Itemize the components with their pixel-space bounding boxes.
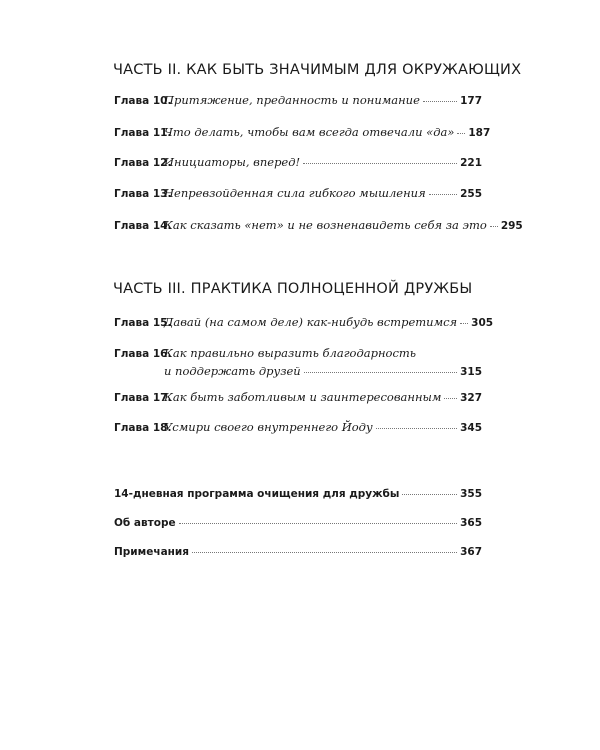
chapter-title: Усмири своего внутреннего Йоду [164, 420, 373, 434]
chapter-label: Глава 11. [114, 127, 172, 139]
chapter-title: Инициаторы, вперед! [164, 155, 301, 169]
section-title: Об авторе [114, 517, 176, 529]
toc-entry-chapter-17[interactable] [114, 390, 482, 406]
chapter-title: Как правильно выразить благодарность [164, 346, 417, 360]
chapter-title: Как быть заботливым и заинтересованным [164, 390, 442, 404]
dot-leader [457, 133, 465, 134]
page-number: 305 [471, 317, 494, 329]
chapter-label: Глава 12. [114, 157, 172, 169]
chapter-title-continued: и поддержать друзей [164, 364, 301, 378]
chapter-title: Что делать, чтобы вам всегда отвечали «да» [164, 125, 455, 139]
chapter-title: Как сказать «нет» и не возненавидеть себя за это [164, 218, 487, 232]
toc-entry-chapter-15[interactable] [114, 315, 494, 331]
dot-leader [460, 323, 468, 324]
page-number: 345 [460, 422, 482, 434]
section-title: 14-дневная программа очищения для дружбы [114, 488, 400, 500]
page-number: 187 [468, 127, 491, 139]
page-number: 355 [460, 488, 482, 500]
toc-entry-cleanse-program[interactable] [114, 487, 482, 502]
page-number: 177 [460, 95, 482, 107]
toc-entry-chapter-16[interactable] [114, 346, 482, 380]
chapter-title: Давай (на самом деле) как-нибудь встретимся [164, 315, 458, 329]
toc-entry-notes[interactable] [114, 545, 482, 560]
part-2-title: ЧАСТЬ II. КАК БЫТЬ ЗНАЧИМЫМ ДЛЯ ОКРУЖАЮЩИХ [113, 62, 522, 78]
chapter-label: Глава 18. [114, 422, 172, 434]
toc-entry-chapter-11[interactable] [114, 125, 491, 141]
toc-entry-chapter-14[interactable] [114, 218, 523, 234]
dot-leader [304, 372, 457, 373]
page-number: 315 [460, 366, 482, 378]
page-number: 327 [460, 392, 482, 404]
dot-leader [429, 194, 457, 195]
toc-entry-chapter-13[interactable] [114, 186, 482, 202]
dot-leader [303, 163, 457, 164]
section-title: Примечания [114, 546, 190, 558]
toc-entry-chapter-18[interactable] [114, 420, 482, 436]
dot-leader [179, 523, 457, 524]
toc-entry-about-author[interactable] [114, 516, 482, 531]
chapter-title: Притяжение, преданность и понимание [164, 93, 420, 107]
chapter-label: Глава 13. [114, 188, 172, 200]
page-number: 367 [460, 546, 482, 558]
dot-leader [376, 428, 457, 429]
page-number: 221 [460, 157, 482, 169]
chapter-label: Глава 17. [114, 392, 172, 404]
dot-leader [490, 226, 498, 227]
dot-leader [444, 398, 457, 399]
chapter-label: Глава 10. [114, 95, 172, 107]
part-3-title: ЧАСТЬ III. ПРАКТИКА ПОЛНОЦЕННОЙ ДРУЖБЫ [113, 281, 473, 297]
chapter-label: Глава 14. [114, 220, 172, 232]
page-number: 365 [460, 517, 482, 529]
toc-entry-chapter-12[interactable] [114, 155, 482, 171]
toc-entry-chapter-10[interactable] [114, 93, 482, 109]
dot-leader [402, 494, 457, 495]
dot-leader [423, 101, 457, 102]
page-number: 295 [500, 220, 523, 232]
chapter-label: Глава 15. [114, 317, 172, 329]
dot-leader [192, 552, 457, 553]
chapter-label: Глава 16. [114, 348, 172, 360]
chapter-title: Непревзойденная сила гибкого мышления [164, 186, 426, 200]
page-number: 255 [460, 188, 482, 200]
